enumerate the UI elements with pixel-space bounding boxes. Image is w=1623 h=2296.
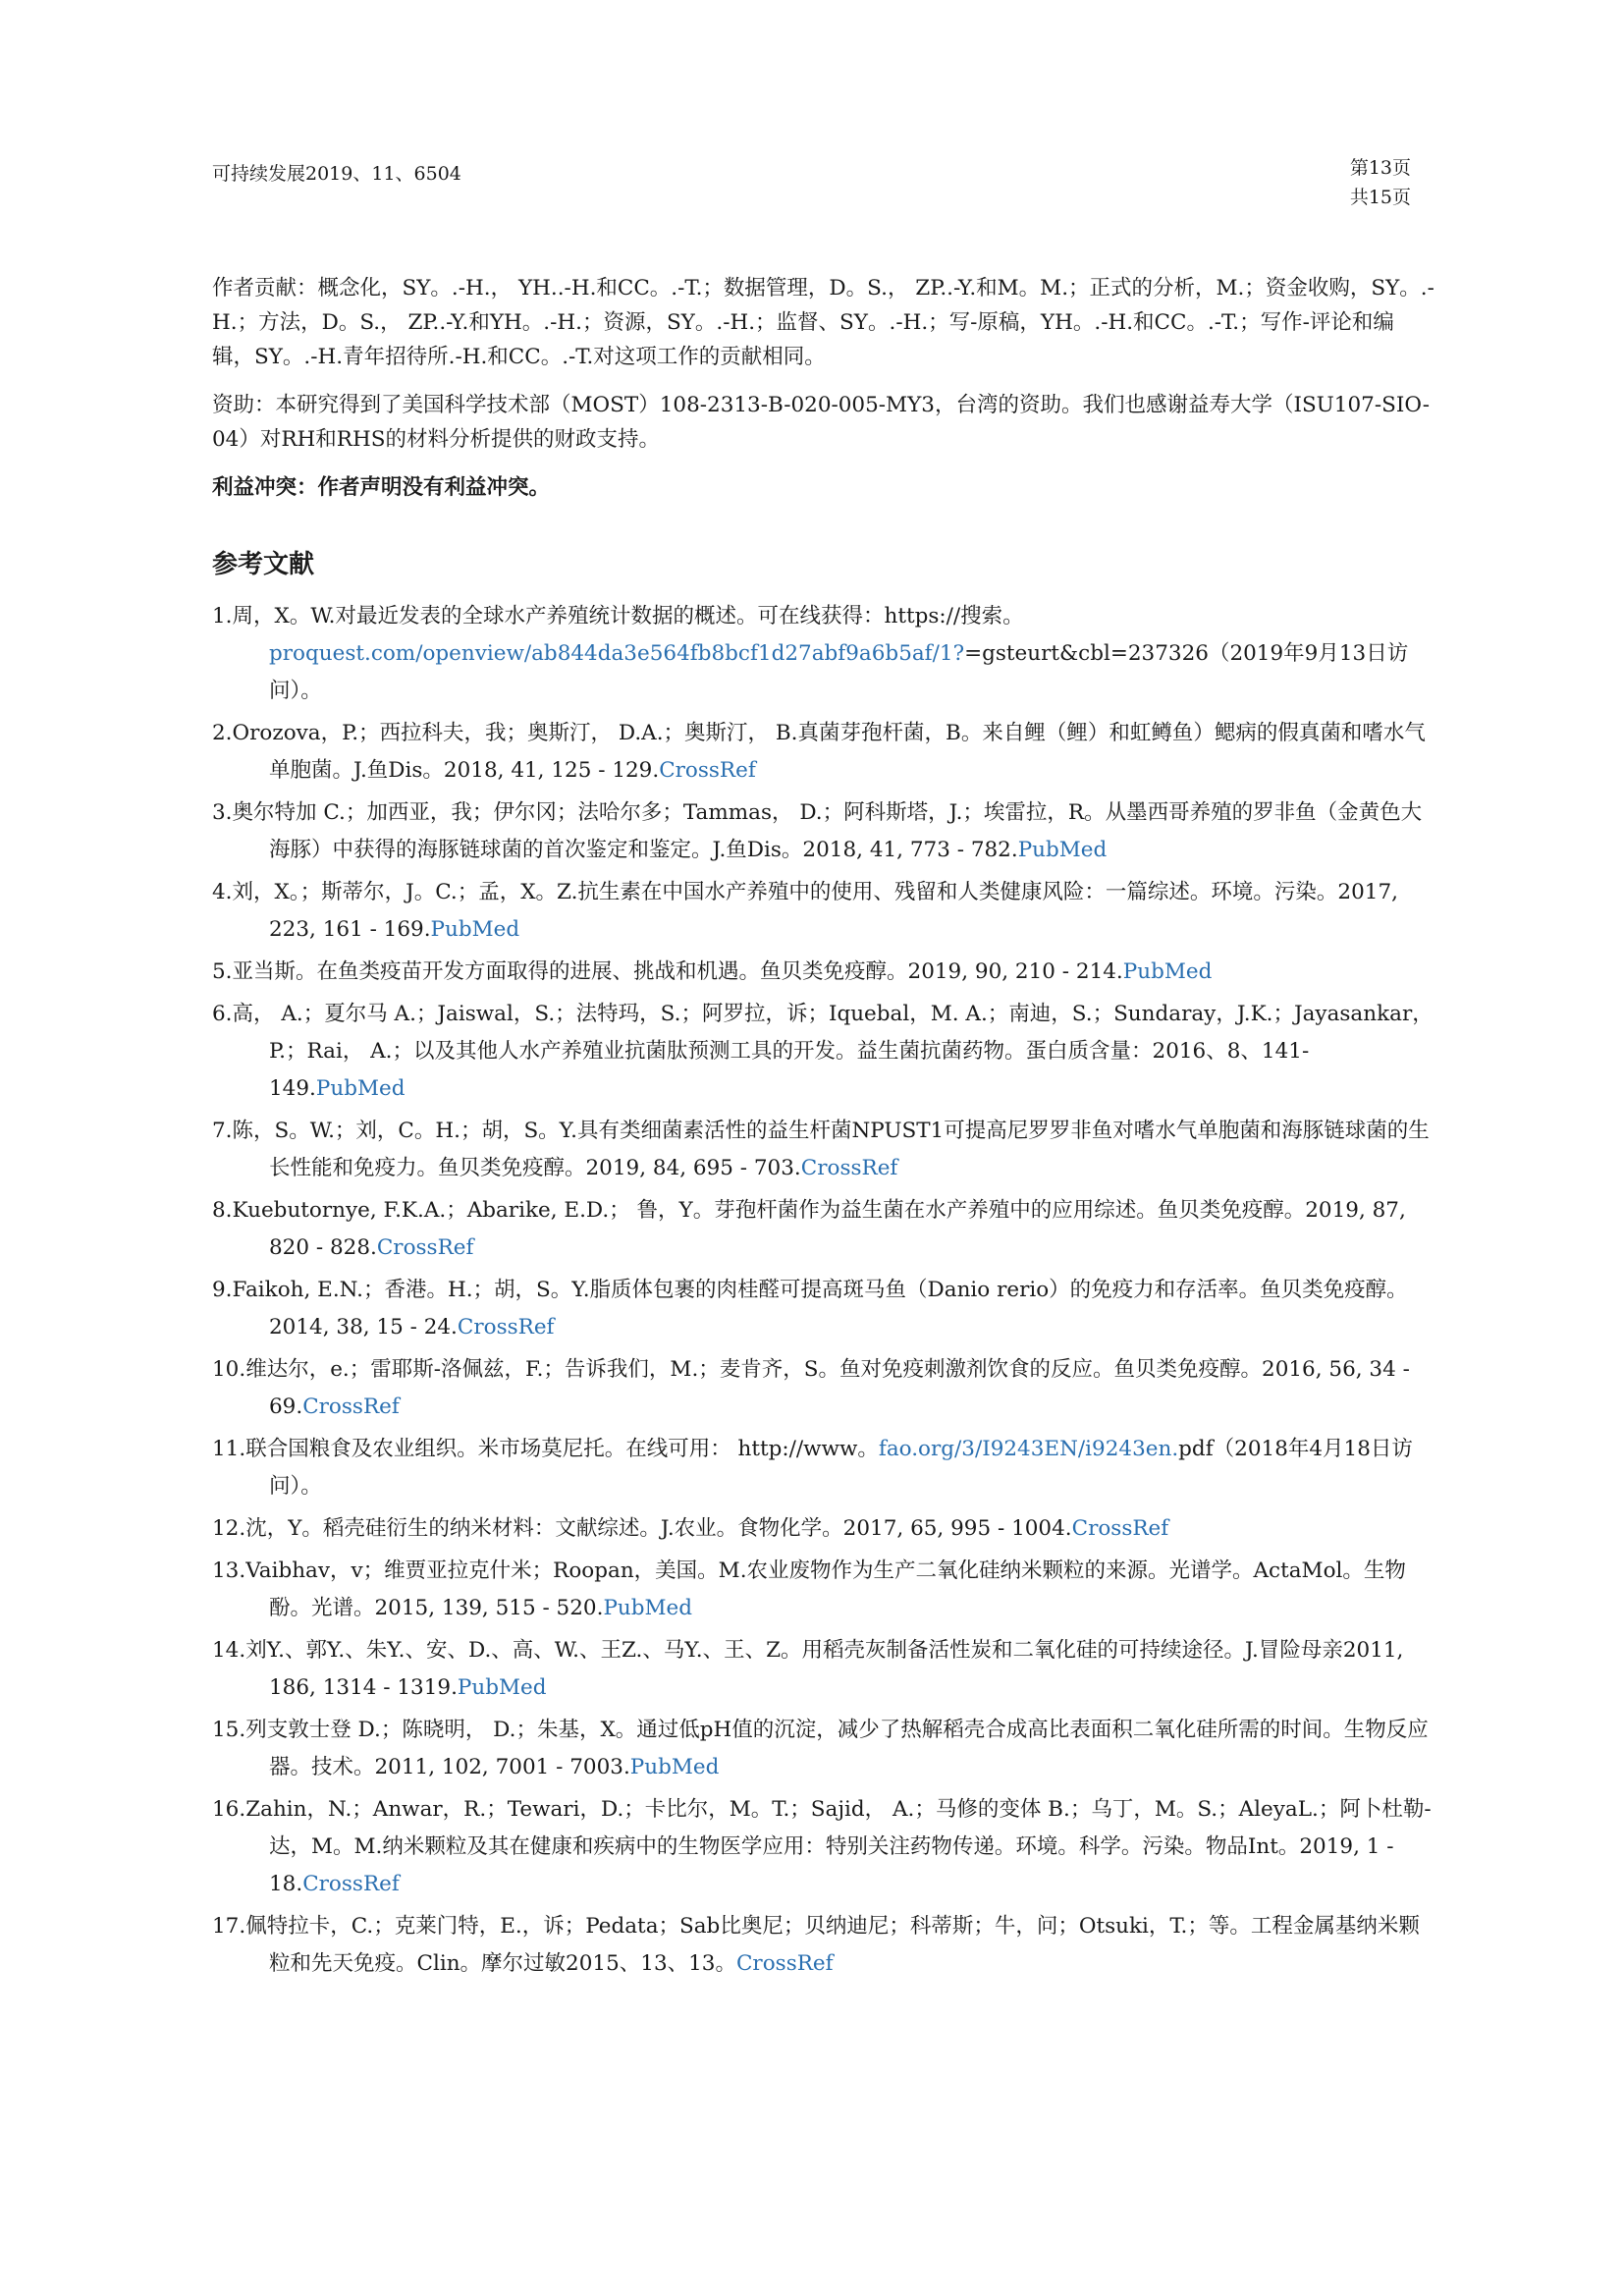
- reference-item: [212, 715, 1434, 790]
- reference-link[interactable]: fao.org/3/I9243EN/i9243en.: [878, 1437, 1179, 1461]
- reference-link[interactable]: PubMed: [430, 917, 520, 942]
- reference-text: 佩特拉卡，C.；克莱门特，E.，诉；Pedata；Sab比奥尼；贝纳迪尼；科蒂斯；牛，问；Otsuki，T.；等。工程金属基纳米颗粒和先天免疫。Clin。摩尔过敏2015、13、13。: [245, 1914, 1420, 1976]
- reference-link[interactable]: CrossRef: [800, 1156, 898, 1180]
- reference-tail: =gsteurt&cbl=237326（2019年9月13日访问）。: [269, 641, 1409, 703]
- reference-text: Orozova，P.；西拉科夫，我；奥斯汀， D.A.；奥斯汀， B.真菌芽孢杆菌，B。来自鲤（鲤）和虹鳟鱼）鳃病的假真菌和嗜水气单胞菌。J.鱼Dis。2018, 41, 125 - 129.: [232, 721, 1426, 783]
- reference-item: [212, 598, 1434, 710]
- page-number-total: 共15页: [1349, 187, 1411, 208]
- journal-header: 可持续发展2019、11、6504: [212, 163, 461, 185]
- reference-item: [212, 1431, 1434, 1505]
- reference-item: [212, 874, 1434, 949]
- reference-text: Vaibhav，v；维贾亚拉克什米；Roopan，美国。M.农业废物作为生产二氧化硅纳米颗粒的来源。光谱学。ActaMol。生物酚。光谱。2015, 139, 515 - 520.: [245, 1558, 1406, 1620]
- page-number-current: 第13页: [1349, 157, 1411, 179]
- reference-text: Faikoh, E.N.；香港。H.；胡，S。Y.脂质体包裹的肉桂醛可提高斑马鱼（Danio rerio）的免疫力和存活率。鱼贝类免疫醇。2014, 38, 15 - 24.: [232, 1278, 1408, 1339]
- page-number: [1350, 153, 1411, 212]
- reference-text: 高， A.；夏尔马 A.；Jaiswal，S.；法特玛，S.；阿罗拉，诉；Iquebal，M. A.；南迪，S.；Sundaray，J.K.；Jayasankar，P.；Rai， A.；以及其他人水产养殖业抗菌肽预测工具的开发。益生菌抗菌药物。蛋白质含量：2016、8、141-149.: [232, 1002, 1434, 1101]
- reference-number: 12.: [212, 1516, 246, 1541]
- reference-text: 维达尔，e.；雷耶斯-洛佩兹，F.；告诉我们，M.；麦肯齐，S。鱼对免疫刺激剂饮食的反应。鱼贝类免疫醇。2016, 56, 34 - 69.: [245, 1357, 1410, 1419]
- reference-number: 3.: [212, 800, 233, 825]
- reference-number: 8.: [212, 1198, 233, 1223]
- reference-link[interactable]: CrossRef: [302, 1872, 400, 1896]
- reference-item: [212, 1553, 1434, 1627]
- reference-number: 15.: [212, 1718, 246, 1742]
- reference-link[interactable]: CrossRef: [457, 1315, 555, 1339]
- reference-text: 刘Y.、郭Y.、朱Y.、安、D.、高、W.、王Z.、马Y.、王、Z。用稻壳灰制备活性炭和二氧化硅的可持续途径。J.冒险母亲2011, 186, 1314 - 1319.: [245, 1638, 1404, 1700]
- reference-number: 10.: [212, 1357, 246, 1382]
- reference-item: [212, 1908, 1434, 1983]
- reference-text: 周，X。W.对最近发表的全球水产养殖统计数据的概述。可在线获得：https://搜索。: [232, 604, 1024, 629]
- reference-number: 11.: [212, 1437, 246, 1461]
- reference-text: 陈，S。W.；刘，C。H.；胡，S。Y.具有类细菌素活性的益生杆菌NPUST1可提高尼罗罗非鱼对嗜水气单胞菌和海豚链球菌的生长性能和免疫力。鱼贝类免疫醇。2019, 84, 695 - 703.: [232, 1119, 1430, 1180]
- reference-number: 1.: [212, 604, 233, 629]
- reference-item: [212, 1712, 1434, 1786]
- main-content: [212, 271, 1434, 1988]
- author-contributions: 作者贡献：概念化，SY。.-H.， YH..-H.和CC。.-T.；数据管理，D。S.， ZP..-Y.和M。M.；正式的分析，M.；资金收购，SY。.-H.；方法，D。S.， ZP..-Y.和YH。.-H.；资源，SY。.-H.；监督、SY。.-H.；写-原稿，YH。.-H.和CC。.-T.；写作-评论和编辑，SY。.-H.青年招待所.-H.和CC。.-T.对这项工作的贡献相同。: [212, 276, 1434, 369]
- reference-number: 9.: [212, 1278, 233, 1302]
- reference-link[interactable]: PubMed: [315, 1076, 406, 1101]
- reference-link[interactable]: CrossRef: [735, 1951, 834, 1976]
- reference-link[interactable]: proquest.com/openview/ab844da3e564fb8bcf1d27abf9a6b5af/1?: [269, 641, 965, 666]
- reference-number: 6.: [212, 1002, 233, 1026]
- reference-number: 4.: [212, 880, 233, 904]
- reference-number: 17.: [212, 1914, 246, 1939]
- reference-item: [212, 996, 1434, 1108]
- reference-text: 奥尔特加 C.；加西亚，我；伊尔冈；法哈尔多；Tammas， D.；阿科斯塔，J.；埃雷拉，R。从墨西哥养殖的罗非鱼（金黄色大海豚）中获得的海豚链球菌的首次鉴定和鉴定。J.鱼Dis。2018, 41, 773 - 782.: [232, 800, 1423, 862]
- reference-item: [212, 1791, 1434, 1903]
- reference-link[interactable]: CrossRef: [1071, 1516, 1169, 1541]
- reference-link[interactable]: PubMed: [629, 1755, 720, 1779]
- reference-item: [212, 1272, 1434, 1346]
- reference-link[interactable]: PubMed: [603, 1596, 693, 1620]
- reference-link[interactable]: CrossRef: [376, 1235, 474, 1260]
- reference-number: 5.: [212, 959, 233, 984]
- reference-text: 列支敦士登 D.；陈晓明， D.；朱基，X。通过低pH值的沉淀，减少了热解稻壳合成高比表面积二氧化硅所需的时间。生物反应器。技术。2011, 102, 7001 - 7003.: [245, 1718, 1429, 1779]
- reference-item: [212, 1510, 1434, 1548]
- references-heading: 参考文献: [212, 550, 315, 579]
- reference-link[interactable]: PubMed: [457, 1675, 547, 1700]
- reference-text: 沈，Y。稻壳硅衍生的纳米材料：文献综述。J.农业。食物化学。2017, 65, 995 - 1004.: [245, 1516, 1072, 1541]
- reference-item: [212, 1113, 1434, 1187]
- reference-link[interactable]: PubMed: [1122, 959, 1213, 984]
- reference-text: 刘，X。；斯蒂尔，J。C.；孟，X。Z.抗生素在中国水产养殖中的使用、残留和人类健康风险：一篇综述。环境。污染。2017, 223, 161 - 169.: [232, 880, 1398, 942]
- reference-item: [212, 1632, 1434, 1707]
- reference-item: [212, 1351, 1434, 1426]
- reference-number: 7.: [212, 1119, 233, 1143]
- reference-link[interactable]: CrossRef: [302, 1394, 400, 1419]
- reference-item: [212, 1192, 1434, 1267]
- reference-text: 联合国粮食及农业组织。米市场莫尼托。在线可用： http://www。: [245, 1437, 879, 1461]
- reference-link[interactable]: CrossRef: [659, 758, 756, 783]
- reference-text: Zahin，N.；Anwar，R.；Tewari，D.；卡比尔，M。T.；Sajid， A.；马修的变体 B.；乌丁，M。S.；AleyaL.；阿卜杜勒-达，M。M.纳米颗粒及其在健康和疾病中的生物医学应用：特别关注药物传递。环境。科学。污染。物品Int。2019, 1 - 18.: [245, 1797, 1432, 1896]
- reference-text: 亚当斯。在鱼类疫苗开发方面取得的进展、挑战和机遇。鱼贝类免疫醇。2019, 90, 210 - 214.: [232, 959, 1123, 984]
- reference-link[interactable]: PubMed: [1017, 838, 1108, 862]
- reference-item: [212, 954, 1434, 991]
- reference-number: 13.: [212, 1558, 246, 1583]
- reference-number: 2.: [212, 721, 233, 745]
- reference-item: [212, 794, 1434, 869]
- funding-statement: 资助：本研究得到了美国科学技术部（MOST）108-2313-B-020-005-MY3，台湾的资助。我们也感谢益寿大学（ISU107-SIO-04）对RH和RHS的材料分析提供的财政支持。: [212, 393, 1430, 452]
- reference-tail: pdf（2018年4月18日访问）。: [269, 1437, 1413, 1499]
- reference-number: 16.: [212, 1797, 246, 1822]
- reference-list: [212, 598, 1434, 1983]
- reference-text: Kuebutornye, F.K.A.；Abarike, E.D.； 鲁，Y。芽孢杆菌作为益生菌在水产养殖中的应用综述。鱼贝类免疫醇。2019, 87, 820 - 828.: [232, 1198, 1406, 1260]
- reference-number: 14.: [212, 1638, 246, 1663]
- conflicts-statement: 利益冲突：作者声明没有利益冲突。: [212, 475, 551, 500]
